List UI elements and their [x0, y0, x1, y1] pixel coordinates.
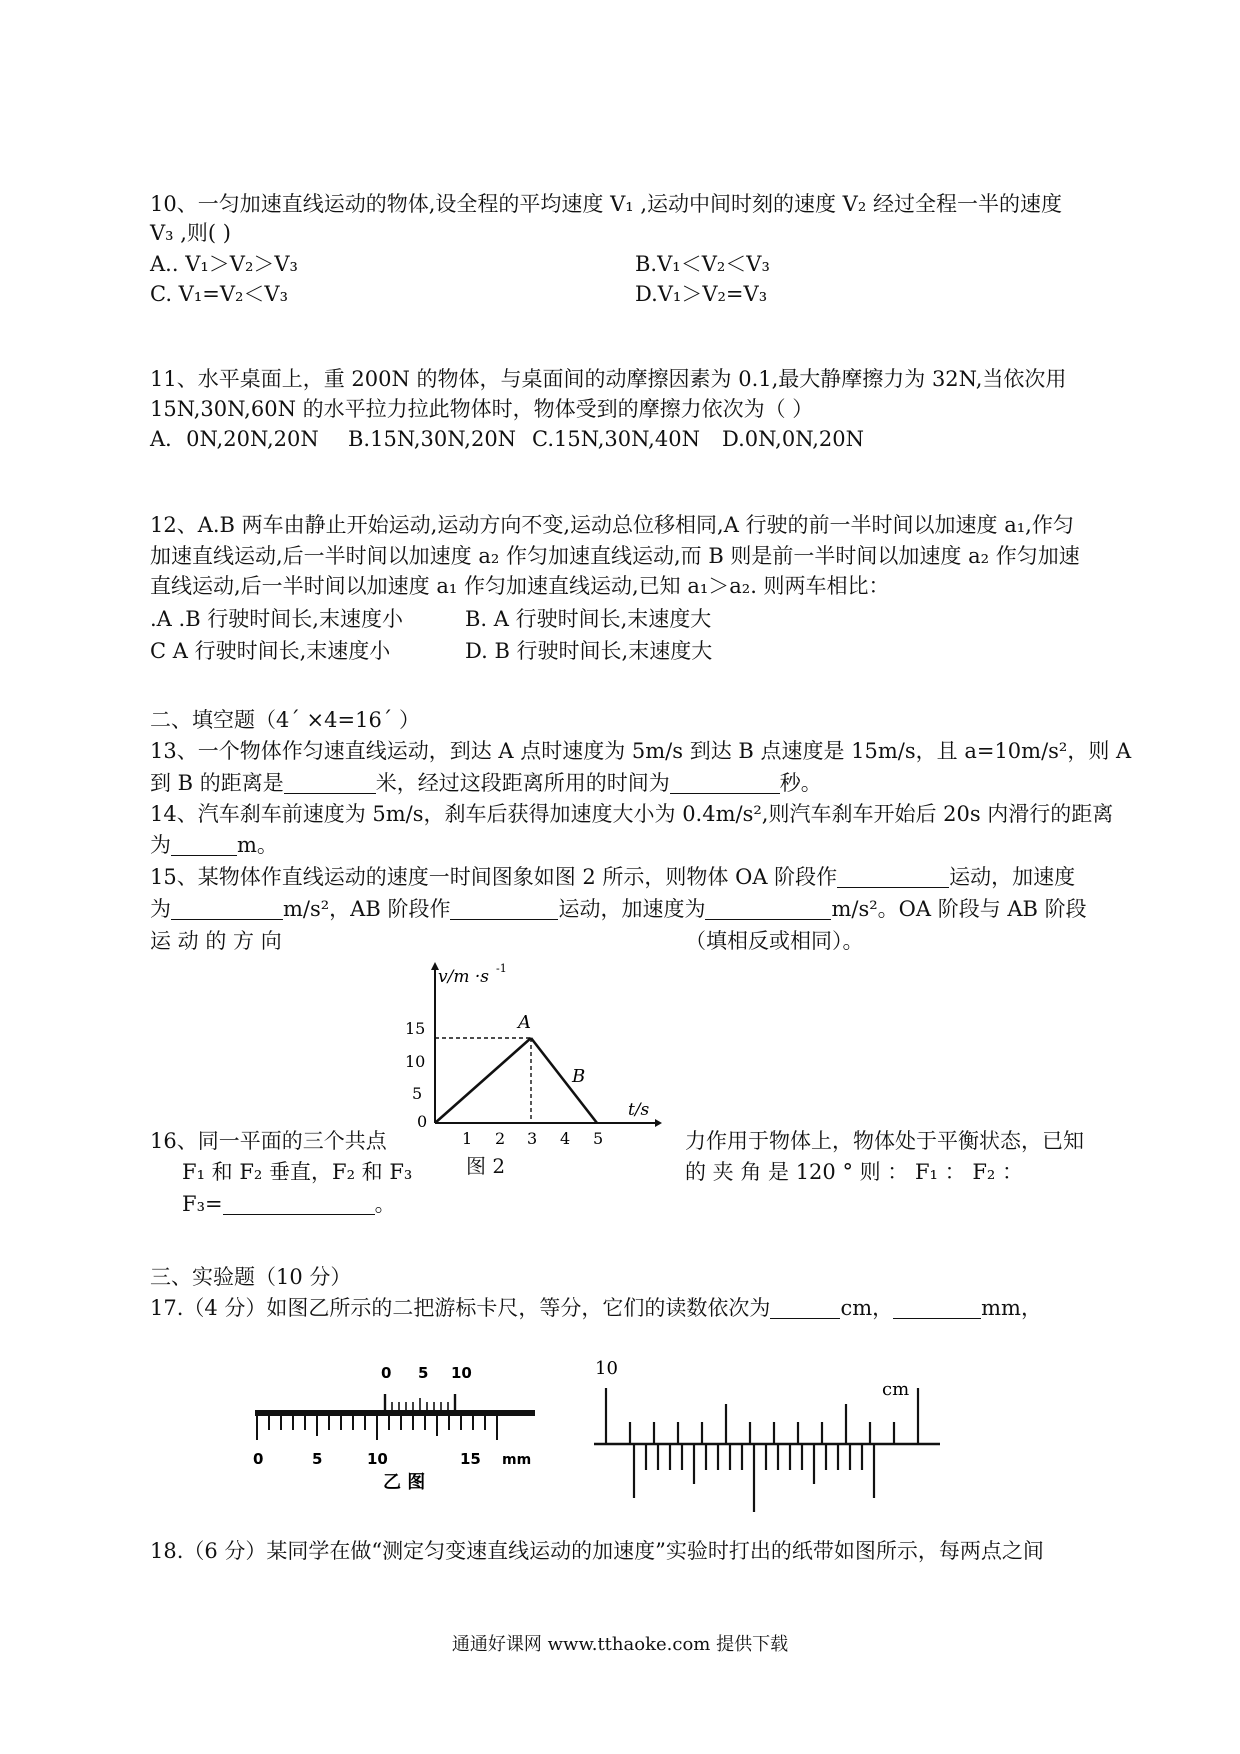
q13-text-b: 米，经过这段距离所用的时间为 [375, 771, 670, 795]
y-tick-15: 15 [405, 1019, 426, 1038]
x-tick-2: 2 [495, 1129, 506, 1148]
x-tick-1: 1 [462, 1129, 473, 1148]
q13-text-a: 到 B 的距离是 [150, 771, 284, 795]
segment-OA [435, 1038, 531, 1123]
q12-option-d: D. B 行驶时间长,末速度大 [465, 639, 713, 663]
q15-text-e: 运动，加速度为 [558, 897, 706, 921]
q14-line2 [150, 830, 1095, 860]
q13-distance-blank[interactable] [284, 771, 376, 794]
q15-line3-right: （填相反或相同）。 [685, 929, 864, 953]
q15-text-a: 15、某物体作直线运动的速度一时间图象如图 2 所示，则物体 OA 阶段作 [150, 865, 838, 889]
x-axis-label: t/s [628, 1100, 650, 1120]
point-A-label: A [518, 1012, 531, 1033]
caliper1-figure [253, 1360, 555, 1493]
q12-line3: 直线运动,后一半时间以加速度 a₁ 作匀加速直线运动,已知 a₁＞a₂. 则两车相比： [150, 574, 890, 598]
q12-option-b: B. A 行驶时间长,末速度大 [465, 607, 712, 631]
q11-line1: 11、水平桌面上，重 200N 的物体，与桌面间的动摩擦因素为 0.1,最大静摩擦力为 32N,当依次用 [150, 367, 1067, 391]
main-scale-bar [255, 1410, 535, 1416]
y-tick-10: 10 [405, 1052, 426, 1071]
q16-text: F₃= [182, 1192, 223, 1216]
q16-line2-right: 的 夹 角 是 120 ° 则 ： F₁ ： F₂ ： [685, 1160, 1023, 1184]
q15-text-f: m/s²。OA 阶段与 AB 阶段 [831, 897, 1087, 921]
q14-distance-blank[interactable] [171, 833, 237, 856]
q17-cm-blank[interactable] [770, 1296, 840, 1319]
q16-line1-left: 16、同一平面的三个共点 [150, 1129, 387, 1153]
q10-option-a: A.. V₁＞V₂＞V₃ [150, 252, 298, 276]
q10-option-b: B.V₁＜V₂＜V₃ [635, 252, 770, 276]
caliper1-caption: 乙 图 [383, 1472, 426, 1493]
q15-text-d: m/s²，AB 阶段作 [283, 897, 451, 921]
vernier-ticks [392, 1398, 448, 1412]
q15-ab-accel-blank[interactable] [705, 897, 831, 920]
q16-line3: F₃= 。 [182, 1192, 396, 1216]
q14-line1: 14、汽车刹车前速度为 5m/s，刹车后获得加速度大小为 0.4m/s²,则汽车刹车开始后 20s 内滑行的距离 [150, 802, 1114, 826]
q12-line2: 加速直线运动,后一半时间以加速度 a₂ 作匀加速直线运动,而 B 则是前一半时间以加速度 a₂ 作匀加速 [150, 544, 1080, 568]
section3-title: 三、实验题（10 分） [150, 1265, 352, 1289]
vernier-label-10: 10 [451, 1364, 472, 1382]
q18-line1: 18.（6 分）某同学在做“测定匀变速直线运动的加速度”实验时打出的纸带如图所示，每两点之间 [150, 1539, 1044, 1563]
q13-text-c: 秒。 [779, 771, 822, 795]
q15-line1 [150, 862, 1095, 892]
q15-oa-motion-blank[interactable] [837, 865, 949, 888]
q14-text-a: 为 [150, 833, 171, 857]
segment-AB [531, 1038, 597, 1123]
q15-text-b: 运动，加速度 [949, 865, 1076, 889]
q12-option-a: .A .B 行驶时间长,末速度小 [150, 607, 403, 631]
q11-option-c: C.15N,30N,40N [532, 427, 700, 451]
x-tick-5: 5 [593, 1129, 604, 1148]
y-axis-label-sup: -1 [496, 962, 507, 975]
q16-ratio-blank[interactable] [223, 1192, 375, 1215]
q17-text-b: cm， [840, 1296, 894, 1320]
caliper2-main-ticks [606, 1388, 918, 1444]
vernier-label-5: 5 [418, 1364, 429, 1382]
main-label-10: 10 [367, 1450, 388, 1468]
point-B-label: B [572, 1066, 586, 1087]
main-scale-ticks [257, 1416, 497, 1440]
q12-line1: 12、A.B 两车由静止开始运动,运动方向不变,运动总位移相同,A 行驶的前一半时间以加速度 a₁,作匀 [150, 513, 1074, 537]
caliper2-figure [590, 1350, 950, 1525]
q11-line2: 15N,30N,60N 的水平拉力拉此物体时，物体受到的摩擦力依次为（ ） [150, 397, 814, 421]
q15-line3-left: 运 动 的 方 向 [150, 929, 282, 953]
q15-oa-accel-blank[interactable] [171, 897, 283, 920]
origin-label: 0 [417, 1112, 428, 1131]
main-label-0: 0 [253, 1450, 264, 1468]
q16-line2-left: F₁ 和 F₂ 垂直，F₂ 和 F₃ [182, 1160, 413, 1184]
main-unit: mm [502, 1452, 532, 1468]
main-label-15: 15 [460, 1450, 481, 1468]
q14-text-b: m。 [237, 833, 278, 857]
section2-title: 二、填空题（4´ ×4=16´ ） [150, 708, 420, 732]
caliper2-unit: cm [882, 1379, 910, 1400]
q11-option-b: B.15N,30N,20N [348, 427, 517, 451]
q10-line2: V₃ ,则( ) [150, 221, 231, 245]
q13-line1: 13、一个物体作匀速直线运动，到达 A 点时速度为 5m/s 到达 B 点速度是 15m/s，且 a=10m/s²，则 A [150, 739, 1132, 763]
caliper2-vernier-ticks [634, 1444, 874, 1512]
x-axis-arrow [655, 1119, 662, 1127]
q11-option-a: A．0N,20N,20N [150, 427, 319, 451]
q11-option-d: D.0N,0N,20N [722, 427, 864, 451]
y-tick-5: 5 [412, 1084, 423, 1103]
vernier-label-0: 0 [381, 1364, 392, 1382]
q16-line1-right: 力作用于物体上，物体处于平衡状态，已知 [685, 1129, 1084, 1153]
caliper2-top-label: 10 [595, 1358, 618, 1379]
q17-mm-blank[interactable] [893, 1296, 981, 1319]
q15-ab-motion-blank[interactable] [450, 897, 558, 920]
q17-text-c: mm， [981, 1296, 1042, 1320]
page-footer: 通通好课网 www.tthaoke.com 提供下载 [451, 1634, 789, 1655]
figure2-caption: 图 2 [466, 1154, 506, 1178]
q17-text-a: 17.（4 分）如图乙所示的二把游标卡尺，等分，它们的读数依次为 [150, 1296, 771, 1320]
q13-time-blank[interactable] [670, 771, 780, 794]
q10-line1: 10、一匀加速直线运动的物体,设全程的平均速度 V₁ ,运动中间时刻的速度 V₂ 经过全程一半的速度 [150, 192, 1062, 216]
x-tick-3: 3 [527, 1129, 538, 1148]
q15-text-c: 为 [150, 897, 171, 921]
figure2-vt-graph [400, 955, 670, 1170]
q10-option-c: C. V₁=V₂＜V₃ [150, 282, 289, 306]
q17-line1 [150, 1293, 1095, 1323]
q15-line2 [150, 894, 1095, 924]
q12-option-c: C A 行驶时间长,末速度小 [150, 639, 391, 663]
x-tick-4: 4 [560, 1129, 571, 1148]
q10-option-d: D.V₁＞V₂=V₃ [635, 282, 768, 306]
y-axis-label: v/m ·s [438, 967, 489, 987]
main-label-5: 5 [312, 1450, 323, 1468]
q13-line2 [150, 768, 1095, 798]
